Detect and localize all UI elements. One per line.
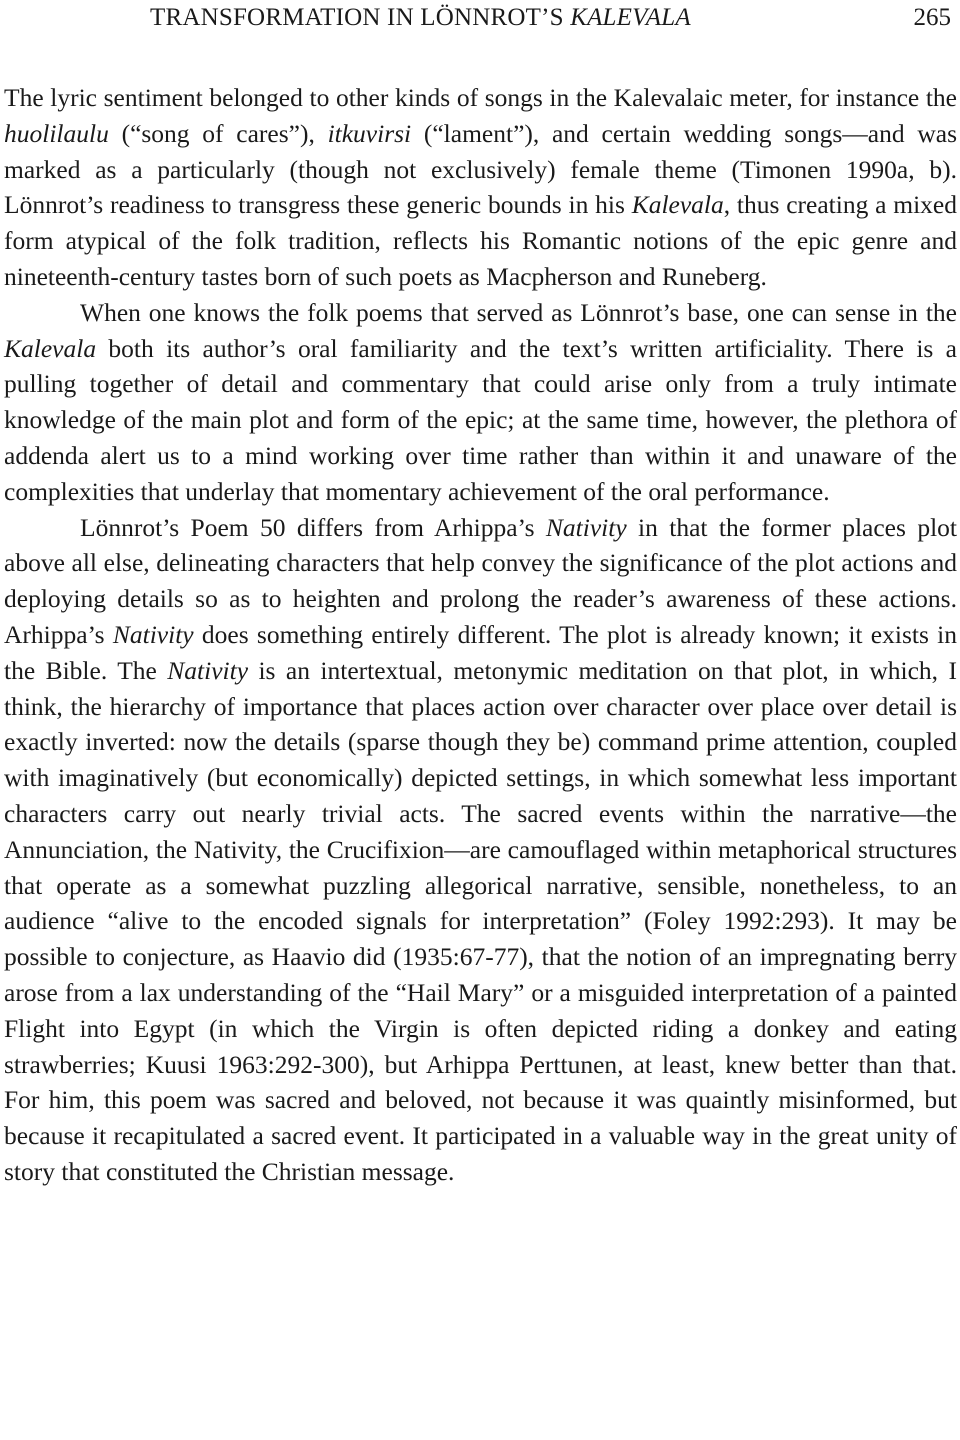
italic-title: Nativity	[167, 655, 249, 685]
running-title-plain: TRANSFORMATION IN LÖNNROT’S	[150, 4, 571, 31]
text-run: is an intertextual, metonymic meditation on that plot, in which, I think, the hierarchy of importance that places action over character over place over detail is exactly inverted: now the details (sparse though they be) command prime attention, coupled with imaginatively (but economically) depicted settings, in which somewhat less important characters carry out nearly trivial acts. The sacred events within the narrative—the Annunciation, the Nativity, the Crucifixion—are camouflaged within metaphorical structures that operate as a somewhat puzzling allegorical narrative, sensible, nonetheless, to an audience “alive to the encoded signals for interpretation” (Foley 1992:293). It may be possible to conjecture, as Haavio did (1935:67-77), that the notion of an impregnating berry arose from a lax understanding of the “Hail Mary” or a misguided interpretation of a painted Flight into Egypt (in which the Virgin is often depicted riding a donkey and eating strawberries; Kuusi 1963:292-300), but Arhippa Perttunen, at least, knew better than that. For him, this poem was sacred and beloved, not because it was quaintly misinformed, but because it recapitulated a sacred event. It participated in a valuable way in the great unity of story that constituted the Christian message.	[4, 655, 957, 1186]
page-number: 265	[913, 4, 951, 31]
text-run: , thus creating a mixed form atypical of the folk tradition, reflects his Romantic notions of the epic genre and nineteenth-century tastes born of such poets as Macpherson and Runeberg.	[4, 190, 957, 291]
running-header	[4, 0, 957, 36]
italic-title: Nativity	[545, 512, 627, 542]
text-run: The lyric sentiment belonged to other kinds of songs in the Kalevalaic meter, for instance the	[4, 83, 957, 112]
text-run: both its author’s oral familiarity and the text’s written artificiality. There is a pulling together of detail and commentary that could arise only from a truly intimate knowledge of the main plot and form of the epic; at the same time, however, the plethora of addenda alert us to a mind working over time rather than within it and unaware of the complexities that underlay that momentary achievement of the oral performance.	[4, 333, 957, 506]
text-run: Lönnrot’s Poem 50 differs from Arhippa’s	[80, 512, 546, 542]
paragraph-1	[4, 80, 957, 295]
paragraph-2	[4, 295, 957, 510]
text-run: When one knows the folk poems that served as Lönnrot’s base, one can sense in the	[80, 297, 957, 327]
paragraph-3	[4, 510, 957, 1190]
running-title-italic: KALEVALA	[570, 4, 691, 31]
text-run: in that the former places plot above all else, delineating characters that help convey the significance of the plot actions and deploying details so as to heighten and prolong the reader’s awareness of these actions. Arhippa’s	[4, 512, 957, 649]
italic-term: huolilaulu	[4, 118, 109, 148]
italic-title: Kalevala	[4, 333, 97, 363]
text-run: does something entirely different. The plot is already known; it exists in the Bible. The	[4, 619, 958, 685]
text-run: (“lament”), and certain wedding songs—and was marked as a particularly (though not exclusively) female theme (Timonen 1990a, b). Lönnrot’s readiness to transgress these generic bounds in his	[4, 118, 957, 220]
body-text	[4, 80, 957, 1190]
running-title	[150, 0, 691, 36]
italic-term: itkuvirsi	[327, 118, 412, 148]
text-run: (“song of cares”),	[108, 118, 328, 148]
italic-title: Nativity	[112, 619, 194, 649]
italic-title: Kalevala	[631, 190, 724, 220]
